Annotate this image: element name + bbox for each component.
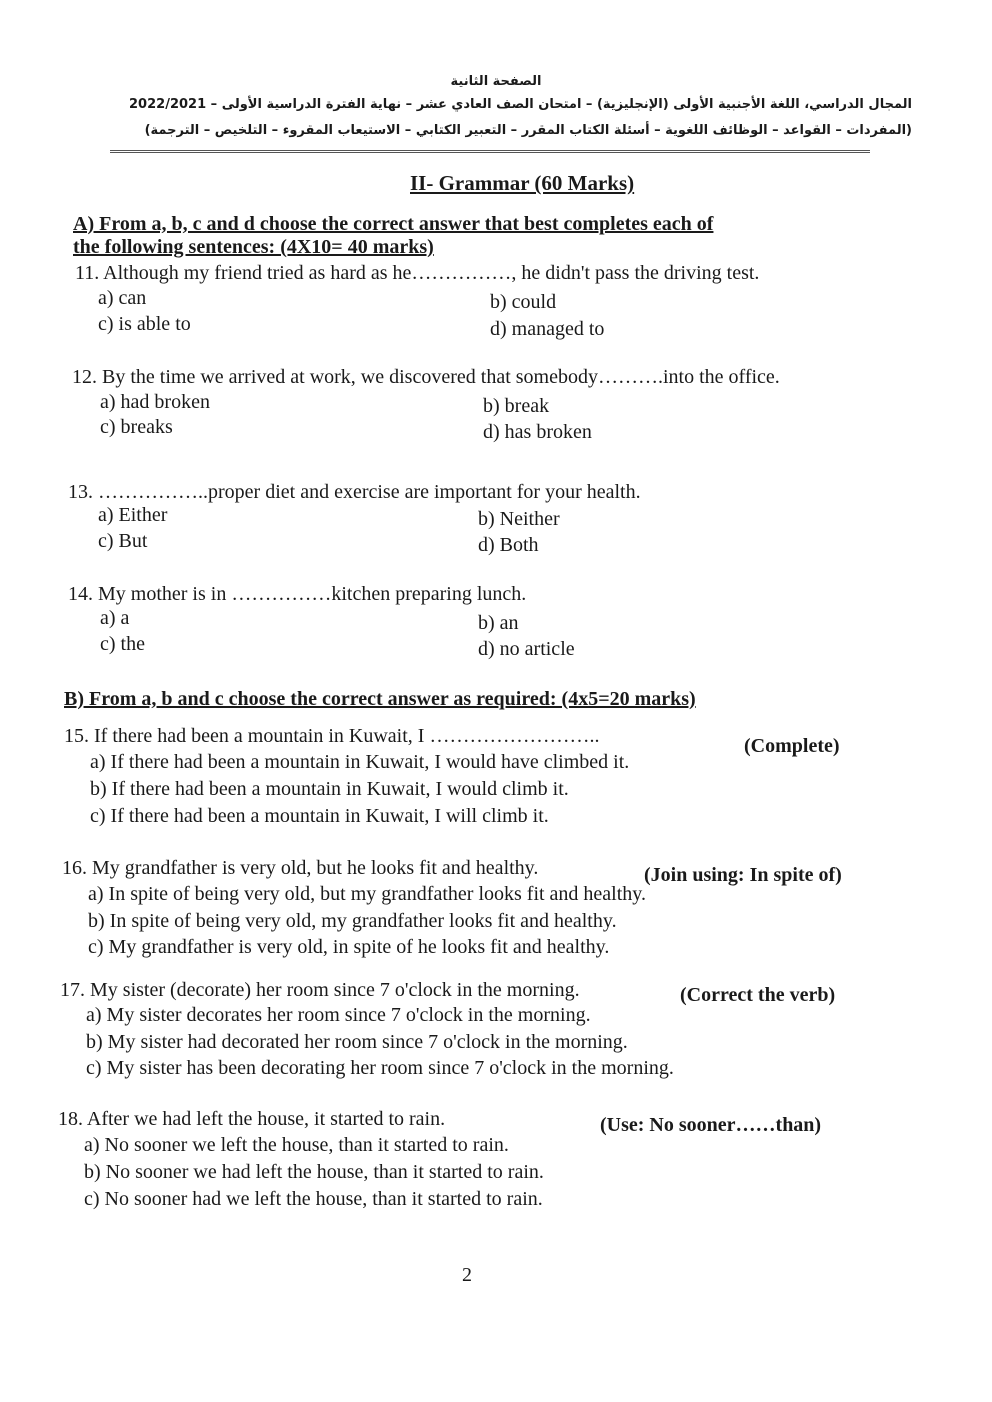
option-a: a) a xyxy=(100,607,130,629)
option-d: d) managed to xyxy=(490,318,605,340)
question-14: 14. My mother is in ……………kitchen preparing lunch. xyxy=(68,583,527,605)
option-b: b) If there had been a mountain in Kuwait, I would climb it. xyxy=(90,778,569,800)
option-d: d) Both xyxy=(478,534,539,556)
option-a: a) In spite of being very old, but my grandfather looks fit and healthy. xyxy=(88,883,646,905)
option-b: b) In spite of being very old, my grandfather looks fit and healthy. xyxy=(88,910,617,932)
instruction-hint: (Use: No sooner……than) xyxy=(600,1114,822,1136)
option-c: c) the xyxy=(100,633,145,655)
option-b: b) break xyxy=(483,395,550,417)
option-a: a) No sooner we left the house, than it started to rain. xyxy=(84,1134,509,1156)
option-b: b) an xyxy=(478,612,519,634)
question-18: 18. After we had left the house, it started to rain. xyxy=(58,1108,446,1130)
option-a: a) can xyxy=(98,287,147,309)
option-a: a) had broken xyxy=(100,391,210,413)
question-15: 15. If there had been a mountain in Kuwait, I …………………….. xyxy=(64,725,600,747)
question-17: 17. My sister (decorate) her room since 7 o'clock in the morning. xyxy=(60,979,580,1001)
option-c: c) My grandfather is very old, in spite of he looks fit and healthy. xyxy=(88,936,610,958)
page-label: الصفحة الثانية xyxy=(450,74,542,89)
question-11: 11. Although my friend tried as hard as he……………, he didn't pass the driving test. xyxy=(75,262,760,284)
part-b-title: B) From a, b and c choose the correct answer as required: (4x5=20 marks) xyxy=(64,688,696,710)
question-12: 12. By the time we arrived at work, we discovered that somebody……….into the office. xyxy=(72,366,780,388)
part-a-title: A) From a, b, c and d choose the correct answer that best completes each of xyxy=(73,213,714,235)
option-c: c) But xyxy=(98,530,148,552)
option-a: a) Either xyxy=(98,504,168,526)
option-c: c) is able to xyxy=(98,313,191,335)
option-c: c) If there had been a mountain in Kuwait, I will climb it. xyxy=(90,805,549,827)
part-a-title-2: the following sentences: (4X10= 40 marks) xyxy=(73,236,434,258)
option-c: c) My sister has been decorating her room since 7 o'clock in the morning. xyxy=(86,1057,674,1079)
option-b: b) My sister had decorated her room since 7 o'clock in the morning. xyxy=(86,1031,628,1053)
header-line-2: (المفردات – القواعد – الوظائف اللغوية – أسئلة الكتاب المقرر – التعبير الكتابي – الاستيعاب المقروء – التلخيص – الترجمة) xyxy=(144,123,912,138)
question-13: 13. ……………..proper diet and exercise are important for your health. xyxy=(68,481,641,503)
option-a: a) My sister decorates her room since 7 o'clock in the morning. xyxy=(86,1004,591,1026)
option-b: b) No sooner we had left the house, than it started to rain. xyxy=(84,1161,544,1183)
instruction-hint: (Complete) xyxy=(744,735,840,757)
instruction-hint: (Join using: In spite of) xyxy=(644,864,842,886)
option-c: c) breaks xyxy=(100,416,173,438)
option-b: b) could xyxy=(490,291,557,313)
header-line-1: المجال الدراسي، اللغة الأجنبية الأولى (الإنجليزية) – امتحان الصف العادي عشر – نهاية الفترة الدراسية الأولى – 2022/2021 xyxy=(129,97,912,112)
option-d: d) no article xyxy=(478,638,575,660)
section-title: II- Grammar (60 Marks) xyxy=(410,171,635,195)
option-b: b) Neither xyxy=(478,508,560,530)
option-d: d) has broken xyxy=(483,421,592,443)
instruction-hint: (Correct the verb) xyxy=(680,984,836,1006)
header-divider xyxy=(110,150,870,153)
question-16: 16. My grandfather is very old, but he looks fit and healthy. xyxy=(62,857,539,879)
option-c: c) No sooner had we left the house, than it started to rain. xyxy=(84,1188,543,1210)
option-a: a) If there had been a mountain in Kuwait, I would have climbed it. xyxy=(90,751,630,773)
page-number: 2 xyxy=(462,1264,472,1286)
